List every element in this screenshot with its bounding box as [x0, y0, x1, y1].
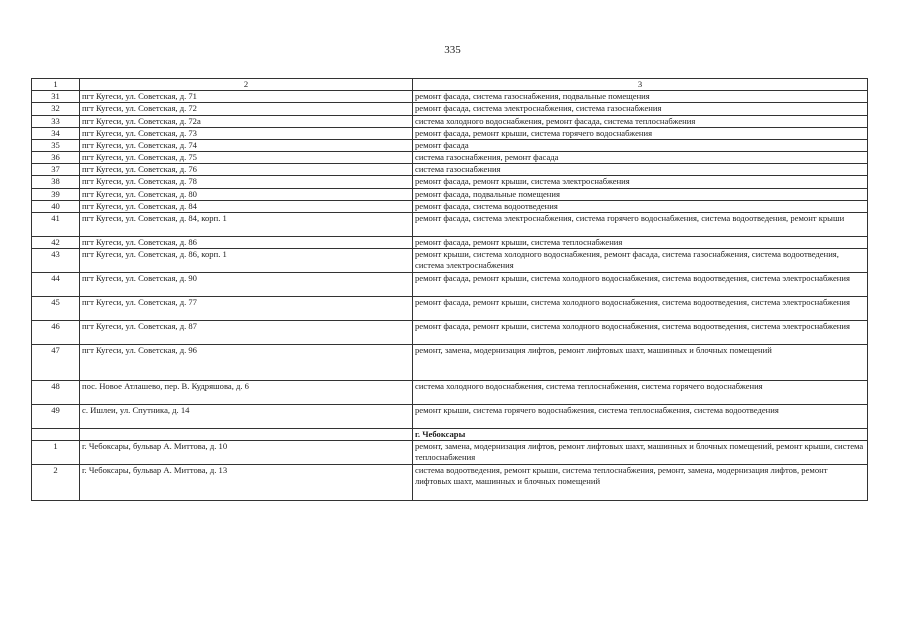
- table-row: [32, 236, 868, 248]
- table-row: [32, 465, 868, 501]
- row-number: 36: [32, 152, 80, 164]
- row-number: 42: [32, 236, 80, 248]
- row-address: пос. Новое Атлашево, пер. В. Кудряшова, д. 6: [80, 381, 413, 405]
- row-address: пгт Кугеси, ул. Советская, д. 77: [80, 297, 413, 321]
- table-row: [32, 297, 868, 321]
- row-number: 31: [32, 91, 80, 103]
- row-works: система холодного водоснабжения, система теплоснабжения, система горячего водоснабжения: [413, 381, 868, 405]
- row-works: ремонт, замена, модернизация лифтов, ремонт лифтовых шахт, машинных и блочных помещений: [413, 345, 868, 381]
- row-works: ремонт фасада: [413, 139, 868, 151]
- row-works: ремонт, замена, модернизация лифтов, ремонт лифтовых шахт, машинных и блочных помещений, ремонт крыши, система теплоснабжения: [413, 441, 868, 465]
- row-works: ремонт фасада, подвальные помещения: [413, 188, 868, 200]
- table-row: [32, 176, 868, 188]
- row-works: ремонт фасада, ремонт крыши, система холодного водоснабжения, система водоотведения, система электроснабжения: [413, 297, 868, 321]
- table-row: [32, 249, 868, 273]
- table-row: [32, 164, 868, 176]
- row-address: пгт Кугеси, ул. Советская, д. 96: [80, 345, 413, 381]
- table-row: [32, 321, 868, 345]
- table-row: [32, 405, 868, 429]
- row-number: 44: [32, 273, 80, 297]
- page-number: 335: [444, 44, 461, 56]
- row-number: 47: [32, 345, 80, 381]
- table-row: [32, 103, 868, 115]
- row-address: пгт Кугеси, ул. Советская, д. 71: [80, 91, 413, 103]
- row-address: пгт Кугеси, ул. Советская, д. 84: [80, 200, 413, 212]
- section-header-row: [32, 429, 868, 441]
- row-works: ремонт фасада, ремонт крыши, система холодного водоснабжения, система водоотведения, система электроснабжения: [413, 273, 868, 297]
- table-row: [32, 441, 868, 465]
- row-address: пгт Кугеси, ул. Советская, д. 80: [80, 188, 413, 200]
- row-number: 37: [32, 164, 80, 176]
- row-address: пгт Кугеси, ул. Советская, д. 84, корп. 1: [80, 212, 413, 236]
- header-col-2: 2: [80, 79, 413, 91]
- row-works: система газоснабжения, ремонт фасада: [413, 152, 868, 164]
- row-works: ремонт фасада, ремонт крыши, система электроснабжения: [413, 176, 868, 188]
- row-address: пгт Кугеси, ул. Советская, д. 74: [80, 139, 413, 151]
- row-works: система газоснабжения: [413, 164, 868, 176]
- row-number: 41: [32, 212, 80, 236]
- row-works: ремонт фасада, ремонт крыши, система теплоснабжения: [413, 236, 868, 248]
- row-address: пгт Кугеси, ул. Советская, д. 86: [80, 236, 413, 248]
- table-row: [32, 127, 868, 139]
- row-number: 43: [32, 249, 80, 273]
- section-empty-cell: [32, 429, 80, 441]
- row-address: г. Чебоксары, бульвар А. Миттова, д. 13: [80, 465, 413, 501]
- table-row: [32, 139, 868, 151]
- row-works: ремонт фасада, ремонт крыши, система холодного водоснабжения, система водоотведения, система электроснабжения: [413, 321, 868, 345]
- row-works: ремонт крыши, система горячего водоснабжения, система теплоснабжения, система водоотведения: [413, 405, 868, 429]
- table-row: [32, 91, 868, 103]
- row-works: ремонт фасада, система газоснабжения, подвальные помещения: [413, 91, 868, 103]
- table-row: [32, 200, 868, 212]
- row-number: 35: [32, 139, 80, 151]
- row-address: пгт Кугеси, ул. Советская, д. 90: [80, 273, 413, 297]
- row-works: система водоотведения, ремонт крыши, система теплоснабжения, ремонт, замена, модернизация лифтов, ремонт лифтовых шахт, машинных и блочных помещений: [413, 465, 868, 501]
- row-address: пгт Кугеси, ул. Советская, д. 76: [80, 164, 413, 176]
- row-works: система холодного водоснабжения, ремонт фасада, система теплоснабжения: [413, 115, 868, 127]
- row-address: пгт Кугеси, ул. Советская, д. 78: [80, 176, 413, 188]
- row-address: пгт Кугеси, ул. Советская, д. 72: [80, 103, 413, 115]
- row-address: пгт Кугеси, ул. Советская, д. 72а: [80, 115, 413, 127]
- row-number: 39: [32, 188, 80, 200]
- row-number: 2: [32, 465, 80, 501]
- row-number: 34: [32, 127, 80, 139]
- header-col-3: 3: [413, 79, 868, 91]
- row-address: пгт Кугеси, ул. Советская, д. 75: [80, 152, 413, 164]
- row-works: ремонт крыши, система холодного водоснабжения, ремонт фасада, система газоснабжения, система водоотведения, система электроснабжения: [413, 249, 868, 273]
- row-number: 46: [32, 321, 80, 345]
- row-address: с. Ишлеи, ул. Спутника, д. 14: [80, 405, 413, 429]
- row-works: ремонт фасада, система электроснабжения, система горячего водоснабжения, система водоотведения, ремонт крыши: [413, 212, 868, 236]
- table-header-row: [32, 79, 868, 91]
- row-works: ремонт фасада, ремонт крыши, система горячего водоснабжения: [413, 127, 868, 139]
- table-row: [32, 345, 868, 381]
- row-address: пгт Кугеси, ул. Советская, д. 86, корп. 1: [80, 249, 413, 273]
- row-number: 48: [32, 381, 80, 405]
- table-row: [32, 152, 868, 164]
- repair-table: [31, 78, 868, 501]
- row-number: 38: [32, 176, 80, 188]
- row-address: пгт Кугеси, ул. Советская, д. 87: [80, 321, 413, 345]
- table-row: [32, 212, 868, 236]
- row-number: 45: [32, 297, 80, 321]
- row-works: ремонт фасада, система электроснабжения, система газоснабжения: [413, 103, 868, 115]
- row-number: 49: [32, 405, 80, 429]
- row-number: 1: [32, 441, 80, 465]
- row-address: пгт Кугеси, ул. Советская, д. 73: [80, 127, 413, 139]
- header-col-1: 1: [32, 79, 80, 91]
- row-works: ремонт фасада, система водоотведения: [413, 200, 868, 212]
- section-title: г. Чебоксары: [413, 429, 868, 441]
- row-number: 40: [32, 200, 80, 212]
- row-address: г. Чебоксары, бульвар А. Миттова, д. 10: [80, 441, 413, 465]
- table-row: [32, 188, 868, 200]
- table-row: [32, 381, 868, 405]
- row-number: 33: [32, 115, 80, 127]
- section-empty-cell: [80, 429, 413, 441]
- table-row: [32, 115, 868, 127]
- table-row: [32, 273, 868, 297]
- row-number: 32: [32, 103, 80, 115]
